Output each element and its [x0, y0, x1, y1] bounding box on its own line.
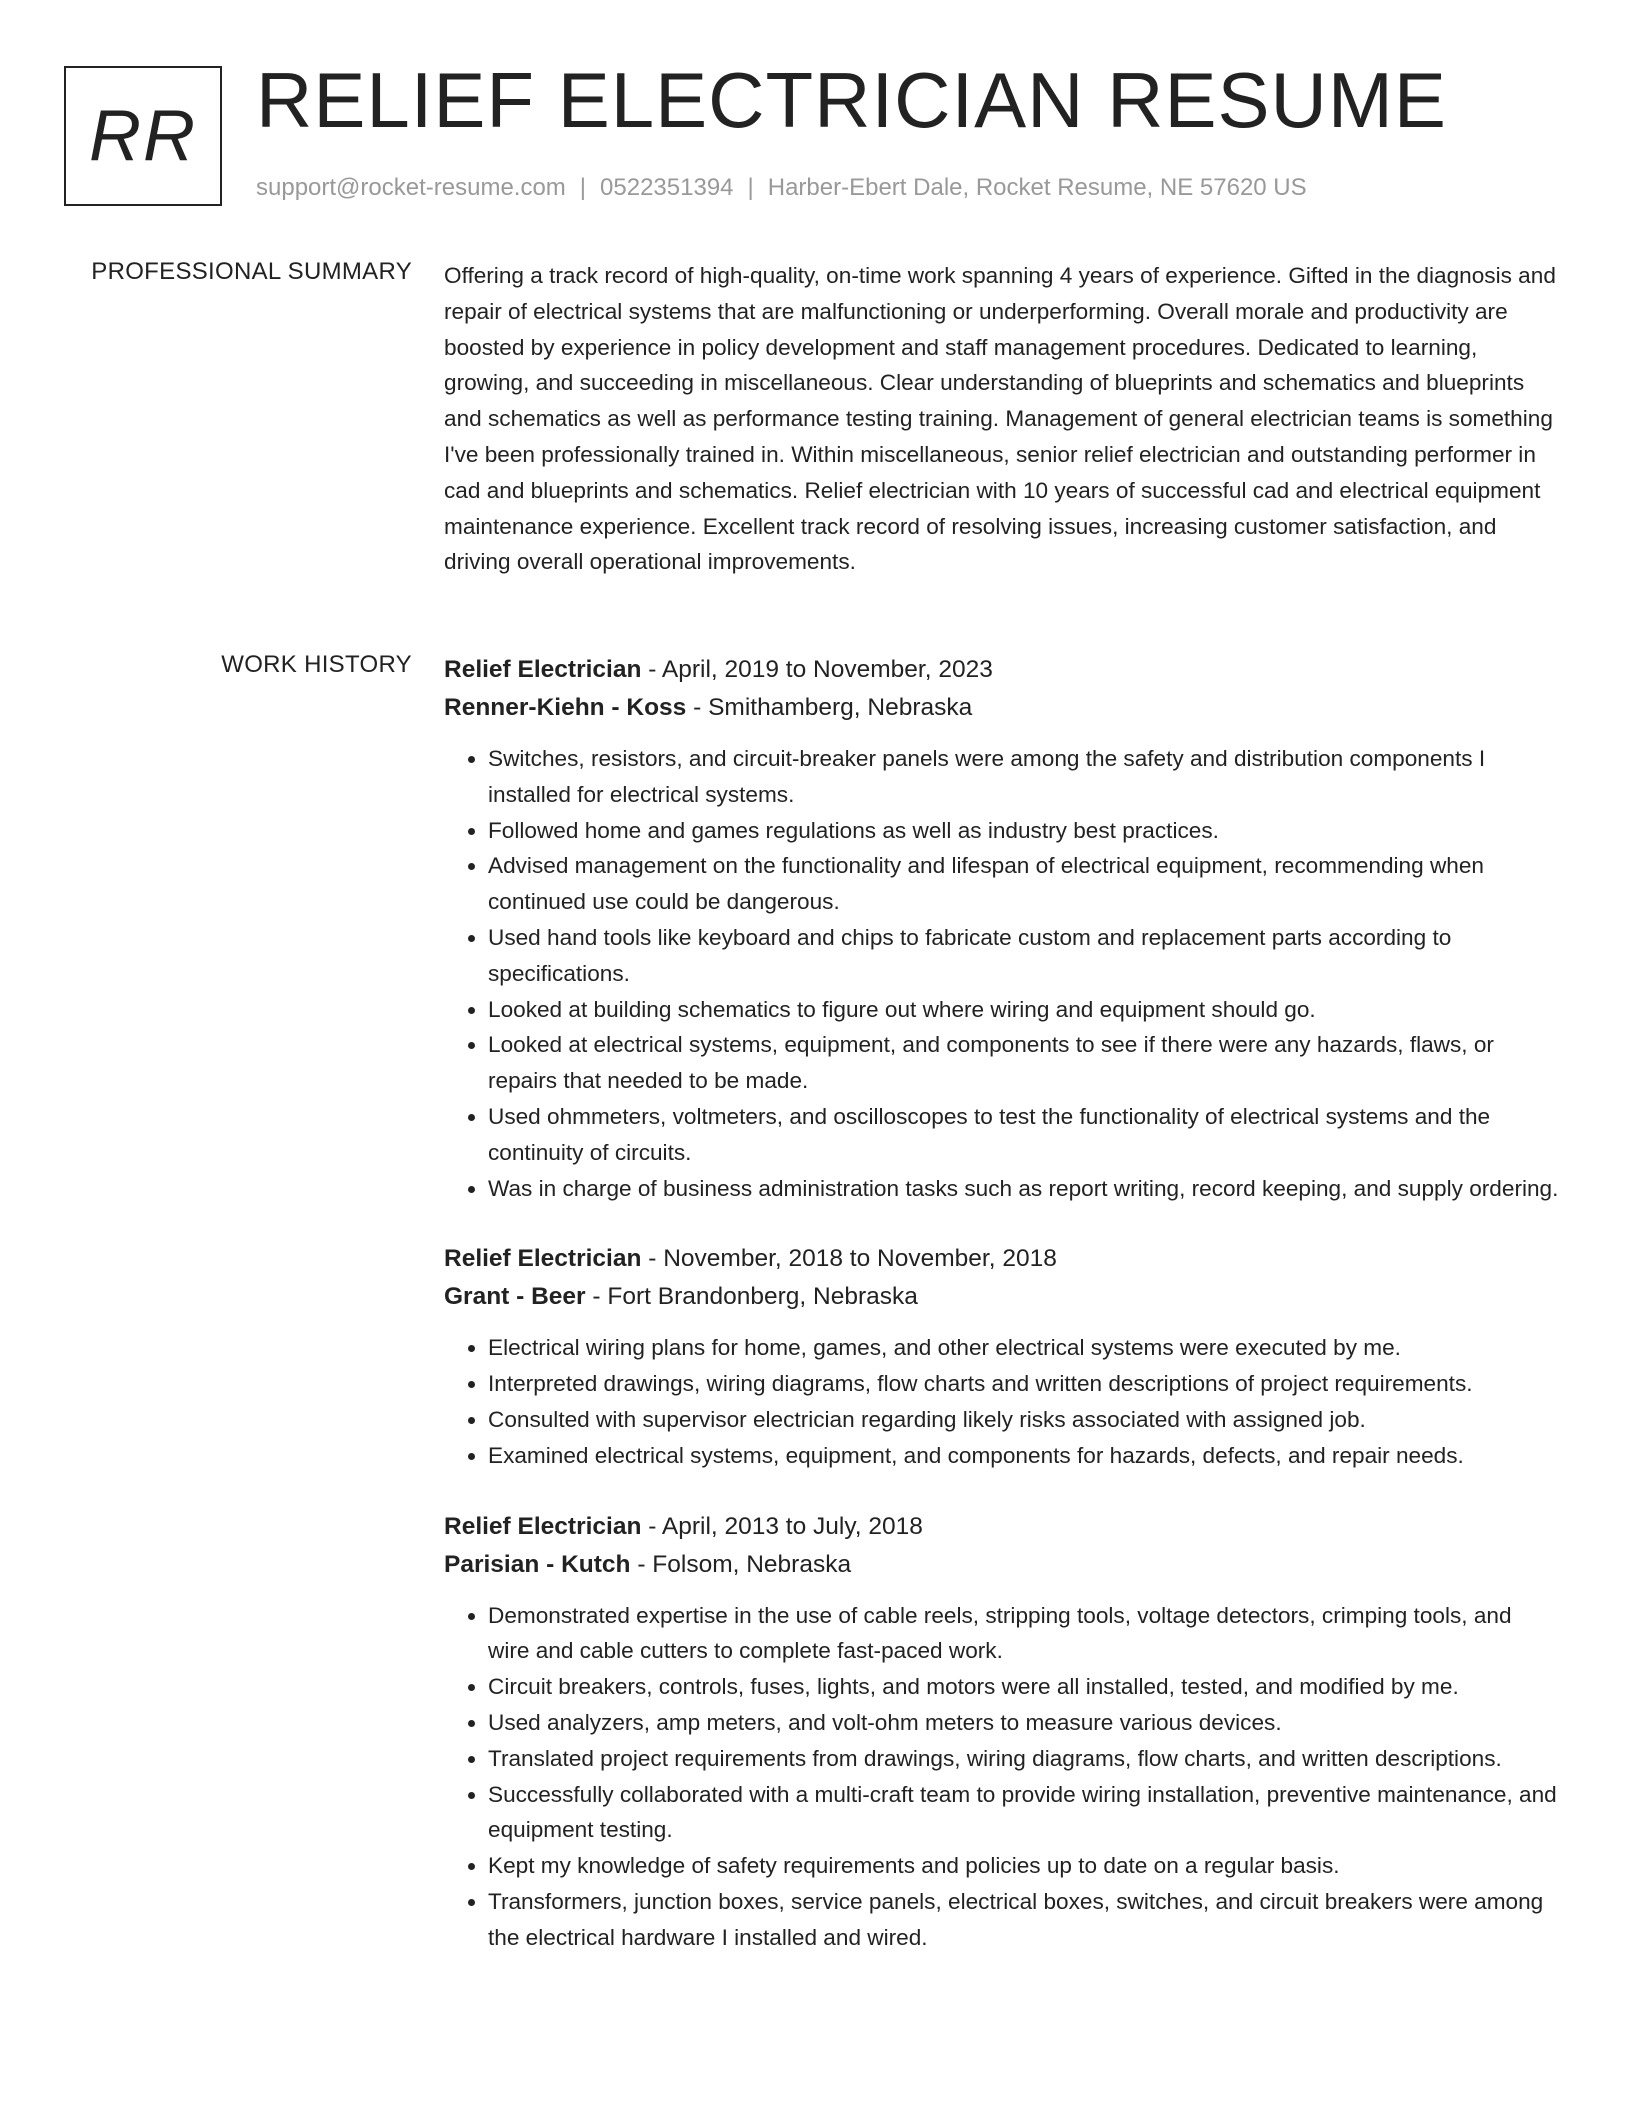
- job-entry: [444, 1508, 1559, 1956]
- job-company-line: [444, 689, 1559, 727]
- summary-heading: PROFESSIONAL SUMMARY: [91, 258, 412, 285]
- job-dates: - April, 2019 to November, 2023: [641, 656, 993, 683]
- contact-email[interactable]: support@rocket-resume.com: [256, 174, 566, 201]
- work-history-heading: WORK HISTORY: [221, 651, 412, 678]
- duty-item: • Used hand tools like keyboard and chips to fabricate custom and replacement parts according to specifications.: [488, 920, 1559, 992]
- job-company-line: [444, 1278, 1559, 1316]
- duty-item: • Looked at electrical systems, equipment, and components to see if there were any hazards, flaws, or repairs that needed to be made.: [488, 1027, 1559, 1099]
- duty-item: • Used ohmmeters, voltmeters, and oscilloscopes to test the functionality of electrical systems and the continuity of circuits.: [488, 1099, 1559, 1171]
- job-location: - Folsom, Nebraska: [630, 1550, 852, 1578]
- duty-item: • Looked at building schematics to figure out where wiring and equipment should go.: [488, 992, 1559, 1028]
- contact-line: [256, 174, 1307, 202]
- job-location: - Smithamberg, Nebraska: [686, 694, 973, 721]
- duty-item: • Demonstrated expertise in the use of cable reels, stripping tools, voltage detectors, crimping tools, and wire and cable cutters to complete fast-paced work.: [488, 1598, 1559, 1670]
- job-dates: - April, 2013 to July, 2018: [641, 1512, 923, 1540]
- job-dates: - November, 2018 to November, 2018: [641, 1245, 1057, 1273]
- job-location: - Fort Brandonberg, Nebraska: [585, 1283, 918, 1311]
- contact-separator: |: [579, 174, 587, 201]
- duty-item: • Advised management on the functionality and lifespan of electrical equipment, recommending when continued use could be dangerous.: [488, 848, 1559, 920]
- duty-item: • Followed home and games regulations as well as industry best practices.: [488, 813, 1559, 849]
- job-duties-list: [444, 741, 1559, 1206]
- job-title-line: [444, 651, 1559, 689]
- duty-item: • Circuit breakers, controls, fuses, lights, and motors were all installed, tested, and modified by me.: [488, 1669, 1559, 1705]
- job-company: Parisian - Kutch: [444, 1550, 631, 1578]
- job-title-line: [444, 1240, 1559, 1278]
- duty-item: • Used analyzers, amp meters, and volt-ohm meters to measure various devices.: [488, 1705, 1559, 1741]
- duty-item: • Transformers, junction boxes, service panels, electrical boxes, switches, and circuit breakers were among the electrical hardware I installed and wired.: [488, 1884, 1559, 1956]
- job-title: Relief Electrician: [444, 1512, 642, 1540]
- contact-separator: |: [747, 174, 754, 201]
- summary-text: Offering a track record of high-quality, on-time work spanning 4 years of experience. Gifted in the diagnosis and repair of electrical systems that are malfunctioning or underperforming. Overall morale and productivity are boosted by experience in policy development and staff management procedures. Dedicated to learning, growing, and succeeding in miscellaneous. Clear understanding of blueprints and schematics and blueprints and schematics as well as performance testing training. Management of general electrician teams is something I've been professionally trained in. Within miscellaneous, senior relief electrician and outstanding performer in cad and blueprints and schematics. Relief electrician with 10 years of successful cad and electrical equipment maintenance experience. Excellent track record of resolving issues, increasing customer satisfaction, and driving overall operational improvements.: [444, 263, 1556, 575]
- job-title: Relief Electrician: [444, 1245, 642, 1273]
- job-company: Renner-Kiehn - Koss: [444, 694, 687, 721]
- duty-item: • Was in charge of business administration tasks such as report writing, record keeping, and supply ordering.: [488, 1171, 1559, 1207]
- resume-title: RELIEF ELECTRICIAN RESUME: [256, 56, 1447, 144]
- duty-item: • Successfully collaborated with a multi-craft team to provide wiring installation, preventive maintenance, and equipment testing.: [488, 1777, 1559, 1849]
- work-history-body: [444, 651, 1559, 1990]
- job-title-line: [444, 1508, 1559, 1546]
- duty-item: • Examined electrical systems, equipment, and components for hazards, defects, and repair needs.: [488, 1438, 1559, 1474]
- duty-item: • Interpreted drawings, wiring diagrams, flow charts and written descriptions of project requirements.: [488, 1366, 1559, 1402]
- job-duties-list: [444, 1330, 1559, 1473]
- duty-item: • Switches, resistors, and circuit-breaker panels were among the safety and distribution components I installed for electrical systems.: [488, 741, 1559, 813]
- duty-item: • Consulted with supervisor electrician regarding likely risks associated with assigned job.: [488, 1402, 1559, 1438]
- contact-phone[interactable]: 0522351394: [600, 174, 734, 201]
- job-entry: [444, 651, 1559, 1206]
- monogram-initials: RR: [89, 96, 197, 176]
- monogram-logo: [64, 66, 222, 206]
- job-duties-list: [444, 1598, 1559, 1956]
- job-title: Relief Electrician: [444, 656, 642, 683]
- summary-body: [444, 258, 1559, 580]
- contact-address: Harber-Ebert Dale, Rocket Resume, NE 57620 US: [767, 174, 1307, 201]
- job-company-line: [444, 1546, 1559, 1584]
- duty-item: • Kept my knowledge of safety requirements and policies up to date on a regular basis.: [488, 1848, 1559, 1884]
- job-entry: [444, 1240, 1559, 1473]
- duty-item: • Electrical wiring plans for home, games, and other electrical systems were executed by me.: [488, 1330, 1559, 1366]
- duty-item: • Translated project requirements from drawings, wiring diagrams, flow charts, and written descriptions.: [488, 1741, 1559, 1777]
- job-company: Grant - Beer: [444, 1283, 586, 1311]
